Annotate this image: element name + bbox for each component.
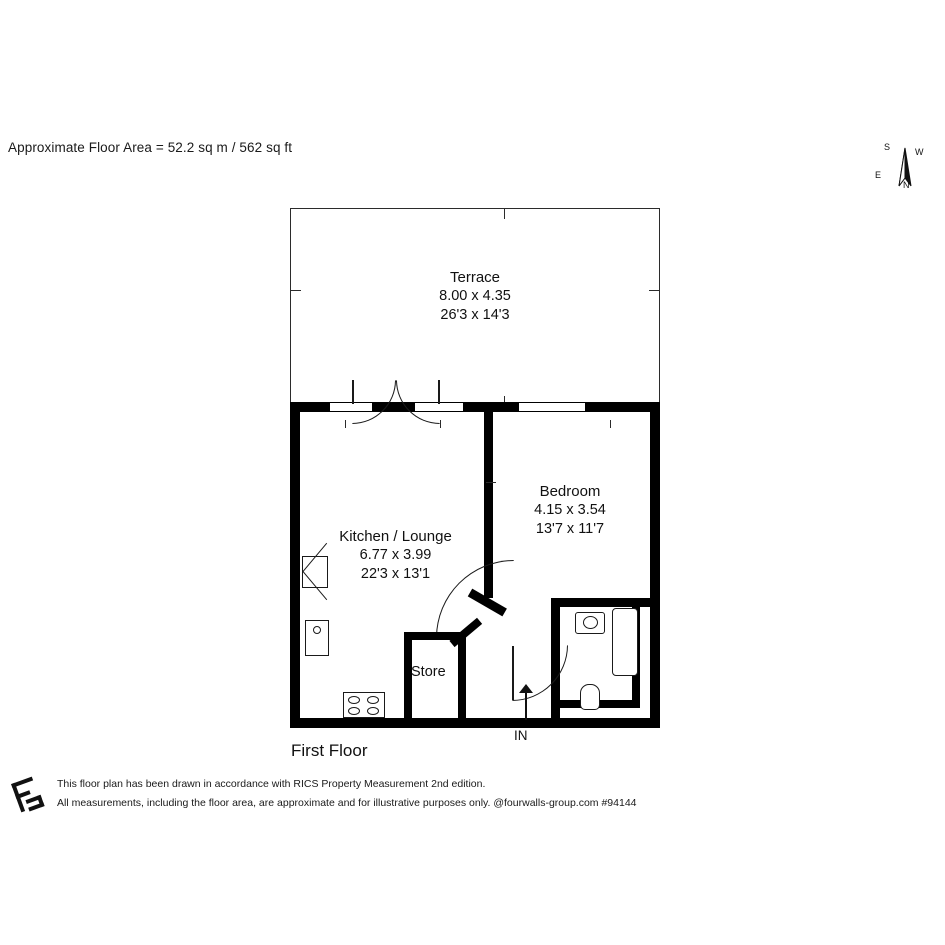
entrance-arrow-stem: [525, 690, 527, 720]
floor-title: First Floor: [291, 741, 368, 760]
wall-store-left: [404, 632, 412, 728]
window-top-3: [519, 402, 585, 412]
floor-area-text: Approximate Floor Area = 52.2 sq m / 562 sq ft: [8, 140, 293, 155]
window-tick-3: [610, 420, 611, 428]
kitchen-sink-bowl: [313, 626, 321, 634]
terrace-tick-left: [290, 290, 301, 291]
hob-burner-3: [348, 707, 360, 715]
room-label-terrace: [375, 268, 575, 325]
door-leaf-bathroom: [512, 646, 514, 700]
room-label-bedroom: [490, 482, 650, 539]
room-label-kitchen-lounge: [313, 527, 478, 584]
room-name-terrace: Terrace: [449, 269, 501, 286]
room-dim-metric-terrace: 8.00 x 4.35: [439, 288, 511, 304]
entrance-label: IN: [514, 728, 528, 743]
hob-burner-4: [367, 707, 379, 715]
wall-store-right: [458, 632, 466, 728]
compass-label-north: N: [903, 180, 910, 190]
room-dim-metric-kitchen-lounge: 6.77 x 3.99: [359, 547, 432, 563]
footer-disclaimer: [57, 775, 637, 813]
window-tick-1: [345, 420, 346, 428]
bathtub-icon: [612, 608, 638, 676]
window-tick-2: [440, 420, 441, 428]
compass-label-south: S: [884, 142, 891, 152]
room-dim-imperial-kitchen-lounge: 22'3 x 13'1: [360, 566, 431, 582]
room-dim-metric-bedroom: 4.15 x 3.54: [534, 502, 606, 518]
wall-bathroom-lower: [560, 700, 640, 708]
fourwalls-logo-icon: [10, 772, 52, 818]
door-leaf-terrace-left: [352, 380, 354, 404]
terrace-tick-top: [504, 208, 505, 219]
room-dim-imperial-terrace: 26'3 x 14'3: [440, 307, 510, 323]
room-label-store: Store: [411, 664, 446, 680]
basin-bowl-icon: [583, 616, 598, 629]
toilet-icon: [580, 684, 600, 710]
hob-burner-1: [348, 696, 360, 704]
compass-label-east: E: [875, 170, 882, 180]
room-name-kitchen-lounge: Kitchen / Lounge: [339, 528, 452, 545]
hob-burner-2: [367, 696, 379, 704]
room-name-bedroom: Bedroom: [539, 483, 601, 500]
footer-line-1: This floor plan has been drawn in accordance with RICS Property Measurement 2nd edition.: [57, 778, 486, 790]
compass-label-west: W: [915, 147, 924, 157]
wall-bathroom-top: [551, 598, 660, 607]
door-leaf-terrace-right: [438, 380, 440, 404]
room-dim-imperial-bedroom: 13'7 x 11'7: [535, 521, 605, 537]
terrace-tick-right: [649, 290, 660, 291]
footer-line-2: All measurements, including the floor area, are approximate and for illustrative purposes only. @fourwalls-group.com #94144: [57, 797, 637, 809]
